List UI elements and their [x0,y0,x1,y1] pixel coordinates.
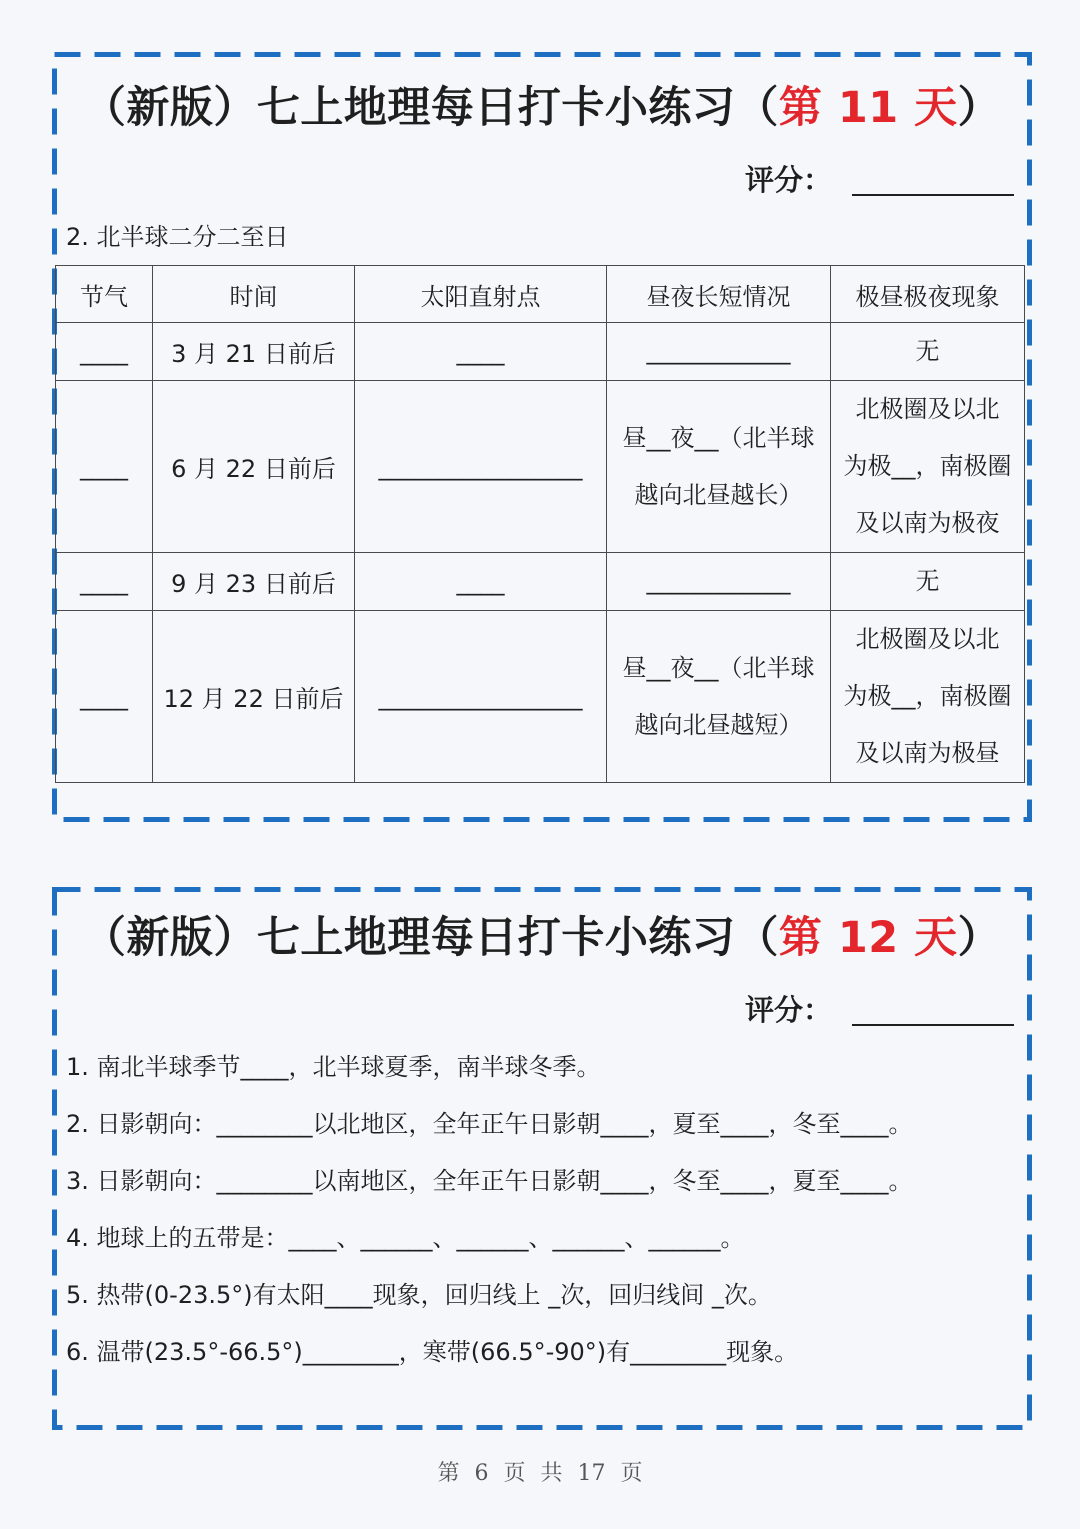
worksheet-title [52,910,1032,966]
question-6: 6. 温带(23.5°-66.5°)________，寒带(66.5°-90°)有________现象。 [66,1338,799,1366]
header-direct-point: 太阳直射点 [355,266,607,323]
worksheet-title [52,80,1032,136]
cell-line: 无 [915,567,940,595]
cell-line: 北极圈及以北 [855,625,1000,653]
cell-line: 为极__，南极圈 [843,682,1012,710]
cell-line: 越向北昼越短） [634,710,803,739]
direct-point-cell: ____ [355,553,607,611]
header-time: 时间 [153,266,355,323]
table-header-row [56,266,1025,323]
score-label: 评分： [744,993,832,1027]
polar-cell [831,611,1025,783]
date-cell: 6 月 22 日前后 [153,381,355,553]
table-row [56,381,1025,553]
page-number: 第 6 页 共 17 页 [437,1461,643,1486]
cell-line: 昼__夜__（北半球 [622,423,815,452]
worksheet-card-day-11 [52,52,1032,822]
table-row [56,553,1025,611]
day-length-cell [607,323,831,381]
title-close: ） [957,83,1002,133]
cell-line: 无 [915,337,940,365]
polar-cell [831,553,1025,611]
polar-cell [831,381,1025,553]
title-text: （新版）七上地理每日打卡小练习（ [82,83,779,133]
day-number: 第 12 天 [778,913,958,963]
date-cell: 3 月 21 日前后 [153,323,355,381]
score-field [745,160,1014,200]
cell-line: 及以南为极夜 [855,509,1000,537]
solar-term-cell: ____ [56,611,153,783]
cell-line: ____________ [646,337,791,365]
question-1: 1. 南北半球季节____，北半球夏季，南半球冬季。 [66,1053,601,1081]
header-solar-term: 节气 [56,266,153,323]
question-5: 5. 热带(0-23.5°)有太阳____现象，回归线上 _次，回归线间 _次。 [66,1281,772,1309]
question-2: 2. 日影朝向：________以北地区，全年正午日影朝____，夏至____，冬至____。 [66,1110,913,1138]
worksheet-card-day-12 [52,887,1032,1430]
cell-line: 昼__夜__（北半球 [622,653,815,682]
title-text: （新版）七上地理每日打卡小练习（ [82,913,779,963]
direct-point-cell: ____ [355,323,607,381]
date-cell: 12 月 22 日前后 [153,611,355,783]
date-cell: 9 月 23 日前后 [153,553,355,611]
solar-term-cell: ____ [56,323,153,381]
cell-line: 北极圈及以北 [855,395,1000,423]
solstice-equinox-table [55,265,1025,783]
day-length-cell [607,381,831,553]
score-blank [852,164,1014,196]
day-number: 第 11 天 [778,83,958,133]
day-length-cell [607,611,831,783]
table-row [56,323,1025,381]
score-field [745,990,1014,1030]
cell-line: 及以南为极昼 [855,739,1000,767]
header-polar: 极昼极夜现象 [831,266,1025,323]
direct-point-cell: _________________ [355,381,607,553]
cell-line: ____________ [646,567,791,595]
question-4: 4. 地球上的五带是：____、______、______、______、______。 [66,1224,745,1252]
table-row [56,611,1025,783]
day-length-cell [607,553,831,611]
question-list [66,1039,913,1381]
title-close: ） [957,913,1002,963]
score-label: 评分： [744,163,832,197]
header-day-length: 昼夜长短情况 [607,266,831,323]
score-blank [852,994,1014,1026]
section-heading: 2. 北半球二分二至日 [66,223,289,251]
cell-line: 为极__，南极圈 [843,452,1012,480]
cell-line: 越向北昼越长） [634,480,803,509]
direct-point-cell: _________________ [355,611,607,783]
question-3: 3. 日影朝向：________以南地区，全年正午日影朝____，冬至____，夏至____。 [66,1167,913,1195]
polar-cell [831,323,1025,381]
solar-term-cell: ____ [56,381,153,553]
solar-term-cell: ____ [56,553,153,611]
